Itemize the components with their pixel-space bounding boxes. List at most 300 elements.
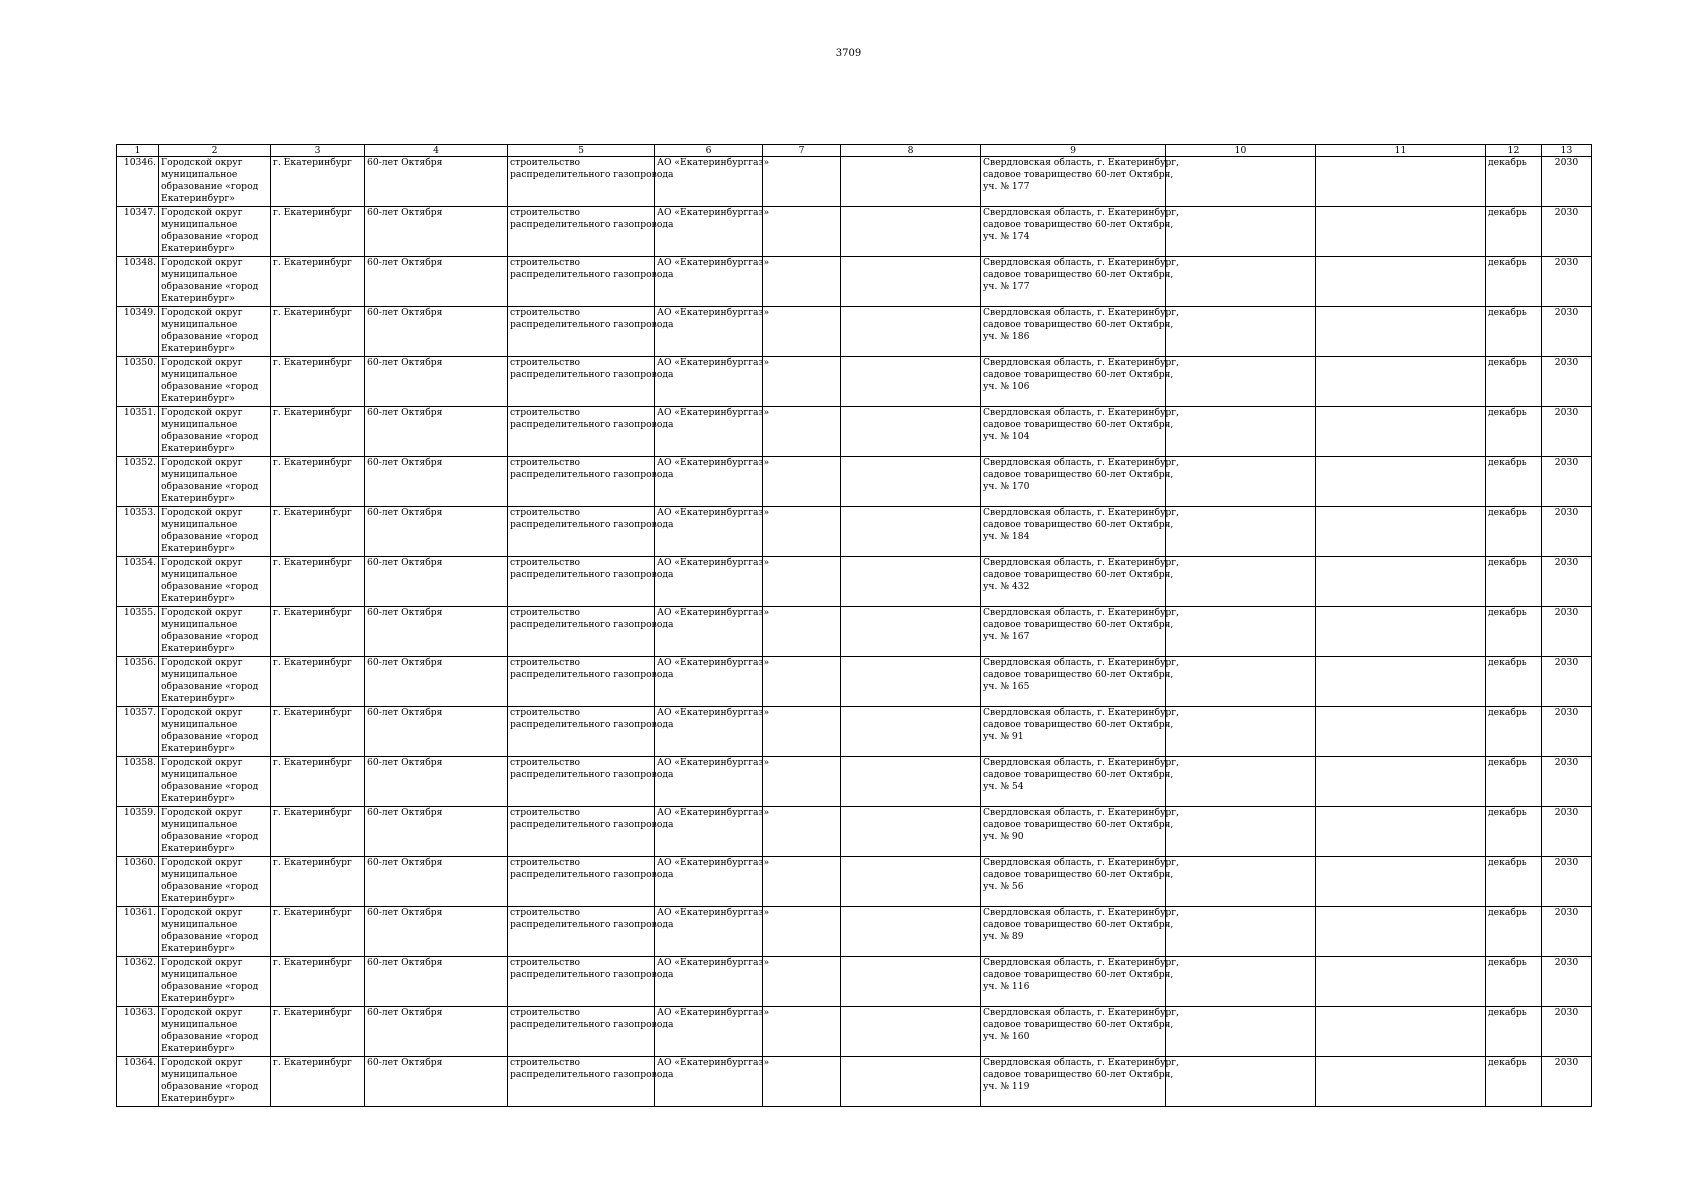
city-cell: г. Екатеринбург bbox=[271, 707, 365, 757]
row-number: 10363. bbox=[117, 1007, 159, 1057]
work-cell bbox=[508, 807, 674, 857]
owner-line: Городской округ bbox=[161, 257, 243, 268]
owner-line: муниципальное bbox=[161, 769, 238, 781]
company-cell: АО «Екатеринбурггаз» bbox=[655, 857, 763, 907]
owner-cell bbox=[159, 357, 271, 407]
plot-number: уч. № 89 bbox=[983, 931, 1024, 943]
owner-line: Городской округ bbox=[161, 757, 243, 768]
row-number: 10364. bbox=[117, 1057, 159, 1107]
empty-cell bbox=[763, 1057, 841, 1107]
address-line: садовое товарищество 60-лет Октября, bbox=[983, 469, 1174, 481]
empty-cell bbox=[841, 357, 981, 407]
owner-line: муниципальное bbox=[161, 969, 238, 981]
row-number: 10349. bbox=[117, 307, 159, 357]
header-cell: 9 bbox=[981, 145, 1166, 157]
work-cell bbox=[508, 1057, 674, 1107]
row-number: 10356. bbox=[117, 657, 159, 707]
address-cell bbox=[981, 557, 1180, 607]
owner-line: Городской округ bbox=[161, 457, 243, 468]
city-cell: г. Екатеринбург bbox=[271, 907, 365, 957]
company-cell: АО «Екатеринбурггаз» bbox=[655, 757, 763, 807]
data-table bbox=[116, 144, 1592, 1107]
plot-number: уч. № 90 bbox=[983, 831, 1024, 843]
address-line: садовое товарищество 60-лет Октября, bbox=[983, 519, 1174, 531]
owner-line: образование «город bbox=[161, 381, 259, 393]
empty-cell bbox=[1166, 157, 1316, 207]
owner-line: Городской округ bbox=[161, 657, 243, 668]
address-line: садовое товарищество 60-лет Октября, bbox=[983, 1019, 1174, 1031]
empty-cell bbox=[841, 907, 981, 957]
owner-cell bbox=[159, 157, 271, 207]
work-line: строительство bbox=[510, 457, 581, 468]
city-cell: г. Екатеринбург bbox=[271, 957, 365, 1007]
work-cell bbox=[508, 407, 674, 457]
address-line: садовое товарищество 60-лет Октября, bbox=[983, 769, 1174, 781]
owner-line: Городской округ bbox=[161, 857, 243, 868]
work-line: строительство bbox=[510, 907, 581, 918]
street-cell: 60-лет Октября bbox=[365, 1057, 508, 1107]
empty-cell bbox=[841, 557, 981, 607]
owner-line: Екатеринбург» bbox=[161, 993, 235, 1005]
empty-cell bbox=[1166, 357, 1316, 407]
empty-cell bbox=[1316, 457, 1486, 507]
work-line: строительство bbox=[510, 707, 581, 718]
work-cell bbox=[508, 957, 674, 1007]
header-cell: 11 bbox=[1316, 145, 1486, 157]
owner-line: Городской округ bbox=[161, 1057, 243, 1068]
address-cell bbox=[981, 357, 1180, 407]
work-line: распределительного газопровода bbox=[510, 319, 674, 331]
work-cell bbox=[508, 757, 674, 807]
city-cell: г. Екатеринбург bbox=[271, 757, 365, 807]
work-line: распределительного газопровода bbox=[510, 419, 674, 431]
empty-cell bbox=[1166, 857, 1316, 907]
header-cell: 7 bbox=[763, 145, 841, 157]
address-line: садовое товарищество 60-лет Октября, bbox=[983, 669, 1174, 681]
work-line: распределительного газопровода bbox=[510, 369, 674, 381]
address-cell bbox=[981, 507, 1180, 557]
city-cell: г. Екатеринбург bbox=[271, 1007, 365, 1057]
address-line: Свердловская область, г. Екатеринбург, bbox=[983, 807, 1180, 818]
owner-line: образование «город bbox=[161, 1031, 259, 1043]
plot-number: уч. № 170 bbox=[983, 481, 1030, 493]
table-row bbox=[117, 607, 1592, 657]
address-line: садовое товарищество 60-лет Октября, bbox=[983, 169, 1174, 181]
work-line: строительство bbox=[510, 157, 581, 168]
owner-line: Екатеринбург» bbox=[161, 293, 235, 305]
month-cell: декабрь bbox=[1486, 257, 1542, 307]
address-line: Свердловская область, г. Екатеринбург, bbox=[983, 507, 1180, 518]
address-line: Свердловская область, г. Екатеринбург, bbox=[983, 857, 1180, 868]
owner-line: Городской округ bbox=[161, 807, 243, 818]
address-line: Свердловская область, г. Екатеринбург, bbox=[983, 1007, 1180, 1018]
owner-line: образование «город bbox=[161, 231, 259, 243]
work-cell bbox=[508, 207, 674, 257]
owner-line: образование «город bbox=[161, 1081, 259, 1093]
owner-line: образование «город bbox=[161, 331, 259, 343]
work-cell bbox=[508, 857, 674, 907]
work-line: распределительного газопровода bbox=[510, 619, 674, 631]
empty-cell bbox=[763, 607, 841, 657]
empty-cell bbox=[1166, 257, 1316, 307]
month-cell: декабрь bbox=[1486, 707, 1542, 757]
plot-number: уч. № 177 bbox=[983, 181, 1030, 193]
city-cell: г. Екатеринбург bbox=[271, 307, 365, 357]
owner-line: Екатеринбург» bbox=[161, 593, 235, 605]
work-line: распределительного газопровода bbox=[510, 169, 674, 181]
company-cell: АО «Екатеринбурггаз» bbox=[655, 957, 763, 1007]
address-cell bbox=[981, 257, 1180, 307]
street-cell: 60-лет Октября bbox=[365, 257, 508, 307]
owner-line: Екатеринбург» bbox=[161, 693, 235, 705]
empty-cell bbox=[1166, 507, 1316, 557]
year-cell: 2030 bbox=[1542, 757, 1592, 807]
empty-cell bbox=[841, 507, 981, 557]
work-cell bbox=[508, 1007, 674, 1057]
row-number: 10357. bbox=[117, 707, 159, 757]
plot-number: уч. № 186 bbox=[983, 331, 1030, 343]
header-cell: 1 bbox=[117, 145, 159, 157]
owner-line: образование «город bbox=[161, 631, 259, 643]
owner-line: образование «город bbox=[161, 481, 259, 493]
month-cell: декабрь bbox=[1486, 907, 1542, 957]
address-cell bbox=[981, 607, 1180, 657]
address-cell bbox=[981, 207, 1180, 257]
work-line: строительство bbox=[510, 857, 581, 868]
owner-line: образование «город bbox=[161, 881, 259, 893]
table-row bbox=[117, 557, 1592, 607]
work-line: распределительного газопровода bbox=[510, 569, 674, 581]
street-cell: 60-лет Октября bbox=[365, 757, 508, 807]
empty-cell bbox=[763, 357, 841, 407]
empty-cell bbox=[1316, 357, 1486, 407]
owner-line: муниципальное bbox=[161, 569, 238, 581]
owner-line: Екатеринбург» bbox=[161, 643, 235, 655]
row-number: 10361. bbox=[117, 907, 159, 957]
plot-number: уч. № 177 bbox=[983, 281, 1030, 293]
street-cell: 60-лет Октября bbox=[365, 457, 508, 507]
empty-cell bbox=[1166, 907, 1316, 957]
empty-cell bbox=[1166, 757, 1316, 807]
owner-line: Городской округ bbox=[161, 557, 243, 568]
owner-line: Екатеринбург» bbox=[161, 343, 235, 355]
work-cell bbox=[508, 157, 674, 207]
month-cell: декабрь bbox=[1486, 307, 1542, 357]
empty-cell bbox=[1316, 707, 1486, 757]
empty-cell bbox=[1316, 157, 1486, 207]
address-line: Свердловская область, г. Екатеринбург, bbox=[983, 607, 1180, 618]
empty-cell bbox=[1316, 657, 1486, 707]
company-cell: АО «Екатеринбурггаз» bbox=[655, 1057, 763, 1107]
empty-cell bbox=[763, 907, 841, 957]
street-cell: 60-лет Октября bbox=[365, 957, 508, 1007]
row-number: 10353. bbox=[117, 507, 159, 557]
empty-cell bbox=[1166, 1057, 1316, 1107]
empty-cell bbox=[841, 1057, 981, 1107]
city-cell: г. Екатеринбург bbox=[271, 457, 365, 507]
table-row bbox=[117, 957, 1592, 1007]
city-cell: г. Екатеринбург bbox=[271, 657, 365, 707]
city-cell: г. Екатеринбург bbox=[271, 1057, 365, 1107]
company-cell: АО «Екатеринбурггаз» bbox=[655, 307, 763, 357]
company-cell: АО «Екатеринбурггаз» bbox=[655, 457, 763, 507]
year-cell: 2030 bbox=[1542, 257, 1592, 307]
year-cell: 2030 bbox=[1542, 857, 1592, 907]
street-cell: 60-лет Октября bbox=[365, 807, 508, 857]
work-line: строительство bbox=[510, 1007, 581, 1018]
owner-line: муниципальное bbox=[161, 219, 238, 231]
street-cell: 60-лет Октября bbox=[365, 707, 508, 757]
plot-number: уч. № 56 bbox=[983, 881, 1024, 893]
work-line: строительство bbox=[510, 407, 581, 418]
work-line: строительство bbox=[510, 557, 581, 568]
plot-number: уч. № 174 bbox=[983, 231, 1030, 243]
row-number: 10355. bbox=[117, 607, 159, 657]
address-line: Свердловская область, г. Екатеринбург, bbox=[983, 557, 1180, 568]
empty-cell bbox=[763, 407, 841, 457]
work-line: распределительного газопровода bbox=[510, 919, 674, 931]
plot-number: уч. № 184 bbox=[983, 531, 1030, 543]
owner-cell bbox=[159, 407, 271, 457]
year-cell: 2030 bbox=[1542, 807, 1592, 857]
month-cell: декабрь bbox=[1486, 607, 1542, 657]
owner-line: Городской округ bbox=[161, 707, 243, 718]
empty-cell bbox=[841, 207, 981, 257]
owner-line: Екатеринбург» bbox=[161, 493, 235, 505]
work-cell bbox=[508, 907, 674, 957]
owner-cell bbox=[159, 257, 271, 307]
owner-line: Городской округ bbox=[161, 357, 243, 368]
address-cell bbox=[981, 307, 1180, 357]
work-cell bbox=[508, 257, 674, 307]
owner-line: образование «город bbox=[161, 981, 259, 993]
address-line: садовое товарищество 60-лет Октября, bbox=[983, 219, 1174, 231]
plot-number: уч. № 104 bbox=[983, 431, 1030, 443]
empty-cell bbox=[841, 957, 981, 1007]
row-number: 10362. bbox=[117, 957, 159, 1007]
empty-cell bbox=[763, 457, 841, 507]
month-cell: декабрь bbox=[1486, 357, 1542, 407]
empty-cell bbox=[763, 157, 841, 207]
owner-line: Городской округ bbox=[161, 507, 243, 518]
month-cell: декабрь bbox=[1486, 157, 1542, 207]
company-cell: АО «Екатеринбурггаз» bbox=[655, 607, 763, 657]
work-line: строительство bbox=[510, 757, 581, 768]
work-line: строительство bbox=[510, 307, 581, 318]
owner-line: муниципальное bbox=[161, 519, 238, 531]
address-line: садовое товарищество 60-лет Октября, bbox=[983, 1069, 1174, 1081]
city-cell: г. Екатеринбург bbox=[271, 157, 365, 207]
empty-cell bbox=[763, 307, 841, 357]
empty-cell bbox=[841, 657, 981, 707]
month-cell: декабрь bbox=[1486, 457, 1542, 507]
work-cell bbox=[508, 657, 674, 707]
page-number: 3709 bbox=[835, 48, 862, 59]
owner-line: муниципальное bbox=[161, 869, 238, 881]
work-cell bbox=[508, 607, 674, 657]
empty-cell bbox=[841, 857, 981, 907]
address-line: Свердловская область, г. Екатеринбург, bbox=[983, 957, 1180, 968]
empty-cell bbox=[1316, 557, 1486, 607]
plot-number: уч. № 54 bbox=[983, 781, 1024, 793]
work-line: распределительного газопровода bbox=[510, 1019, 674, 1031]
owner-line: Екатеринбург» bbox=[161, 793, 235, 805]
owner-line: муниципальное bbox=[161, 419, 238, 431]
address-cell bbox=[981, 807, 1180, 857]
row-number: 10352. bbox=[117, 457, 159, 507]
empty-cell bbox=[1166, 407, 1316, 457]
address-line: садовое товарищество 60-лет Октября, bbox=[983, 319, 1174, 331]
city-cell: г. Екатеринбург bbox=[271, 857, 365, 907]
city-cell: г. Екатеринбург bbox=[271, 557, 365, 607]
month-cell: декабрь bbox=[1486, 557, 1542, 607]
row-number: 10348. bbox=[117, 257, 159, 307]
owner-line: муниципальное bbox=[161, 669, 238, 681]
street-cell: 60-лет Октября bbox=[365, 407, 508, 457]
table-row bbox=[117, 857, 1592, 907]
row-number: 10351. bbox=[117, 407, 159, 457]
company-cell: АО «Екатеринбурггаз» bbox=[655, 157, 763, 207]
address-cell bbox=[981, 757, 1180, 807]
address-line: садовое товарищество 60-лет Октября, bbox=[983, 969, 1174, 981]
empty-cell bbox=[1166, 607, 1316, 657]
owner-cell bbox=[159, 807, 271, 857]
owner-line: Екатеринбург» bbox=[161, 843, 235, 855]
empty-cell bbox=[1316, 807, 1486, 857]
work-cell bbox=[508, 707, 674, 757]
empty-cell bbox=[841, 707, 981, 757]
company-cell: АО «Екатеринбурггаз» bbox=[655, 807, 763, 857]
table-row bbox=[117, 257, 1592, 307]
empty-cell bbox=[763, 807, 841, 857]
table-row bbox=[117, 1057, 1592, 1107]
header-cell: 2 bbox=[159, 145, 271, 157]
work-line: распределительного газопровода bbox=[510, 469, 674, 481]
address-line: садовое товарищество 60-лет Октября, bbox=[983, 419, 1174, 431]
owner-line: Городской округ bbox=[161, 1007, 243, 1018]
street-cell: 60-лет Октября bbox=[365, 507, 508, 557]
table-row bbox=[117, 457, 1592, 507]
year-cell: 2030 bbox=[1542, 357, 1592, 407]
owner-line: образование «город bbox=[161, 431, 259, 443]
owner-line: образование «город bbox=[161, 581, 259, 593]
owner-line: Городской округ bbox=[161, 307, 243, 318]
table-row bbox=[117, 157, 1592, 207]
owner-cell bbox=[159, 907, 271, 957]
row-number: 10347. bbox=[117, 207, 159, 257]
owner-line: Екатеринбург» bbox=[161, 743, 235, 755]
address-cell bbox=[981, 457, 1180, 507]
month-cell: декабрь bbox=[1486, 207, 1542, 257]
plot-number: уч. № 119 bbox=[983, 1081, 1030, 1093]
row-number: 10354. bbox=[117, 557, 159, 607]
owner-cell bbox=[159, 507, 271, 557]
owner-cell bbox=[159, 1057, 271, 1107]
address-line: Свердловская область, г. Екатеринбург, bbox=[983, 1057, 1180, 1068]
plot-number: уч. № 116 bbox=[983, 981, 1030, 993]
work-cell bbox=[508, 357, 674, 407]
owner-line: Екатеринбург» bbox=[161, 1093, 235, 1105]
month-cell: декабрь bbox=[1486, 807, 1542, 857]
empty-cell bbox=[763, 557, 841, 607]
plot-number: уч. № 106 bbox=[983, 381, 1030, 393]
header-cell: 10 bbox=[1166, 145, 1316, 157]
year-cell: 2030 bbox=[1542, 407, 1592, 457]
empty-cell bbox=[841, 807, 981, 857]
empty-cell bbox=[763, 857, 841, 907]
empty-cell bbox=[841, 407, 981, 457]
empty-cell bbox=[1316, 757, 1486, 807]
company-cell: АО «Екатеринбурггаз» bbox=[655, 507, 763, 557]
work-line: строительство bbox=[510, 1057, 581, 1068]
address-cell bbox=[981, 857, 1180, 907]
city-cell: г. Екатеринбург bbox=[271, 257, 365, 307]
address-line: Свердловская область, г. Екатеринбург, bbox=[983, 657, 1180, 668]
owner-line: муниципальное bbox=[161, 369, 238, 381]
empty-cell bbox=[841, 157, 981, 207]
work-line: строительство bbox=[510, 257, 581, 268]
address-line: Свердловская область, г. Екатеринбург, bbox=[983, 457, 1180, 468]
empty-cell bbox=[763, 1007, 841, 1057]
street-cell: 60-лет Октября bbox=[365, 857, 508, 907]
address-line: Свердловская область, г. Екатеринбург, bbox=[983, 207, 1180, 218]
address-cell bbox=[981, 1007, 1180, 1057]
year-cell: 2030 bbox=[1542, 607, 1592, 657]
owner-line: Городской округ bbox=[161, 207, 243, 218]
work-line: распределительного газопровода bbox=[510, 1069, 674, 1081]
address-line: садовое товарищество 60-лет Октября, bbox=[983, 819, 1174, 831]
street-cell: 60-лет Октября bbox=[365, 307, 508, 357]
empty-cell bbox=[1316, 957, 1486, 1007]
address-line: садовое товарищество 60-лет Октября, bbox=[983, 369, 1174, 381]
empty-cell bbox=[1166, 807, 1316, 857]
owner-cell bbox=[159, 1007, 271, 1057]
street-cell: 60-лет Октября bbox=[365, 207, 508, 257]
company-cell: АО «Екатеринбурггаз» bbox=[655, 257, 763, 307]
work-line: строительство bbox=[510, 607, 581, 618]
empty-cell bbox=[1166, 957, 1316, 1007]
month-cell: декабрь bbox=[1486, 507, 1542, 557]
address-line: Свердловская область, г. Екатеринбург, bbox=[983, 257, 1180, 268]
address-line: Свердловская область, г. Екатеринбург, bbox=[983, 357, 1180, 368]
empty-cell bbox=[1316, 1057, 1486, 1107]
month-cell: декабрь bbox=[1486, 757, 1542, 807]
address-line: Свердловская область, г. Екатеринбург, bbox=[983, 407, 1180, 418]
owner-line: образование «город bbox=[161, 831, 259, 843]
year-cell: 2030 bbox=[1542, 457, 1592, 507]
table-row bbox=[117, 507, 1592, 557]
year-cell: 2030 bbox=[1542, 707, 1592, 757]
empty-cell bbox=[1316, 857, 1486, 907]
owner-cell bbox=[159, 207, 271, 257]
empty-cell bbox=[1166, 1007, 1316, 1057]
empty-cell bbox=[1316, 257, 1486, 307]
address-cell bbox=[981, 407, 1180, 457]
owner-line: образование «город bbox=[161, 731, 259, 743]
row-number: 10358. bbox=[117, 757, 159, 807]
work-line: распределительного газопровода bbox=[510, 969, 674, 981]
owner-line: муниципальное bbox=[161, 469, 238, 481]
owner-line: Екатеринбург» bbox=[161, 243, 235, 255]
table-row bbox=[117, 707, 1592, 757]
work-line: распределительного газопровода bbox=[510, 269, 674, 281]
address-line: садовое товарищество 60-лет Октября, bbox=[983, 269, 1174, 281]
month-cell: декабрь bbox=[1486, 857, 1542, 907]
empty-cell bbox=[1166, 307, 1316, 357]
year-cell: 2030 bbox=[1542, 907, 1592, 957]
address-cell bbox=[981, 957, 1180, 1007]
owner-line: образование «город bbox=[161, 281, 259, 293]
